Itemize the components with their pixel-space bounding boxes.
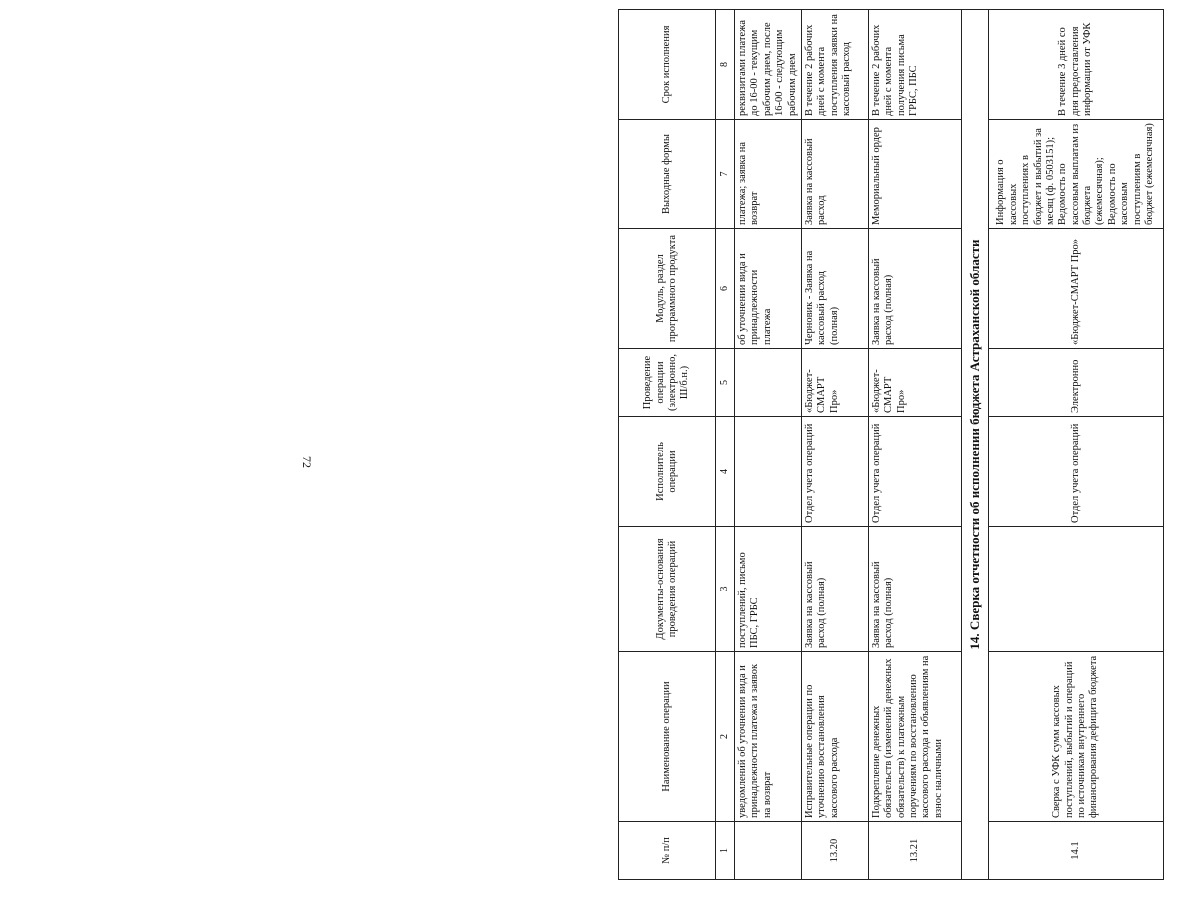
column-number: 4 (716, 417, 735, 527)
row-number: 14.1 (988, 822, 1163, 880)
operation-module: «Бюджет-СМАРТ Про» (988, 229, 1163, 349)
header-cell: Модуль, раздел программного продукта (619, 229, 716, 349)
operation-forms: Заявка на кассовый расход (801, 120, 868, 229)
row-number (735, 822, 802, 880)
operation-deadline: В течение 3 дней со дня предоставления информации от УФК (988, 10, 1163, 120)
operation-forms: Информация о кассовых поступлениях в бюджет и выбытий за месяц (ф. 0503151); Ведомость по кассовым выплатам из бюджета (ежемесячная); Ведомость по кассовым поступлениям в бюджет (ежемесячная) (988, 120, 1163, 229)
page-number: 72 (300, 456, 314, 468)
section-row (961, 10, 988, 880)
header-cell: № п/п (619, 822, 716, 880)
operation-executor: Отдел учета операций (801, 417, 868, 527)
column-number: 8 (716, 10, 735, 120)
operation-name: Подкрепление денежных обязательств (изменений денежных обязательств) к платежным поручениям по восстановлению кассового расхода и объявлениям на взнос наличными (868, 652, 961, 822)
operation-deadline: В течение 2 рабочих дней с момента получения письма ГРБС, ПБС (868, 10, 961, 120)
header-cell: Документы-основания проведения операций (619, 527, 716, 652)
table-row (801, 10, 868, 880)
operation-mode: Электронно (988, 349, 1163, 417)
operation-deadline: В течение 2 рабочих дней с момента поступления заявки на кассовый расход (801, 10, 868, 120)
header-cell: Выходные формы (619, 120, 716, 229)
operation-executor: Отдел учета операций (868, 417, 961, 527)
operation-forms: платежа; заявка на возврат (735, 120, 802, 229)
row-number: 13.20 (801, 822, 868, 880)
table-row (988, 10, 1163, 880)
operation-executor (735, 417, 802, 527)
header-cell: Исполнитель операции (619, 417, 716, 527)
table-row (868, 10, 961, 880)
operation-deadline: реквизитами платежа до 16-00 - текущим рабочим днем, после 16-00 - следующим рабочим днем (735, 10, 802, 120)
operation-name: Исправительные операции по уточнению восстановления кассового расхода (801, 652, 868, 822)
column-number: 2 (716, 652, 735, 822)
column-number: 6 (716, 229, 735, 349)
operation-basis: Заявка на кассовый расход (полная) (868, 527, 961, 652)
operation-basis: поступлений, письмо ПБС, ГРБС (735, 527, 802, 652)
rotated-page (618, 10, 1188, 880)
operation-basis (988, 527, 1163, 652)
operation-basis: Заявка на кассовый расход (полная) (801, 527, 868, 652)
table-row (735, 10, 802, 880)
operation-module: Заявка на кассовый расход (полная) (868, 229, 961, 349)
operation-module: Черновик - Заявка на кассовый расход (полная) (801, 229, 868, 349)
operation-name: уведомлений об уточнении вида и принадлежности платежа и заявок на возврат (735, 652, 802, 822)
header-cell: Срок исполнения (619, 10, 716, 120)
column-number: 7 (716, 120, 735, 229)
operation-module: об уточнении вида и принадлежности платежа (735, 229, 802, 349)
row-number: 13.21 (868, 822, 961, 880)
column-number-row (716, 10, 735, 880)
operations-table (618, 9, 1164, 880)
header-cell: Проведение операции (электронно, Ш/б.н.) (619, 349, 716, 417)
column-number: 3 (716, 527, 735, 652)
header-cell: Наименование операции (619, 652, 716, 822)
operation-name: Сверка с УФК сумм кассовых поступлений, выбытий и операций по источникам внутреннего финансирования дефицита бюджета (988, 652, 1163, 822)
section-title: 14. Сверка отчетности об исполнении бюджета Астраханской области (961, 10, 988, 880)
operation-executor: Отдел учета операций (988, 417, 1163, 527)
operation-mode: «Бюджет-СМАРТ Про» (868, 349, 961, 417)
column-number: 5 (716, 349, 735, 417)
operation-mode: «Бюджет-СМАРТ Про» (801, 349, 868, 417)
header-row (619, 10, 716, 880)
column-number: 1 (716, 822, 735, 880)
operation-forms: Мемориальный ордер (868, 120, 961, 229)
operation-mode (735, 349, 802, 417)
